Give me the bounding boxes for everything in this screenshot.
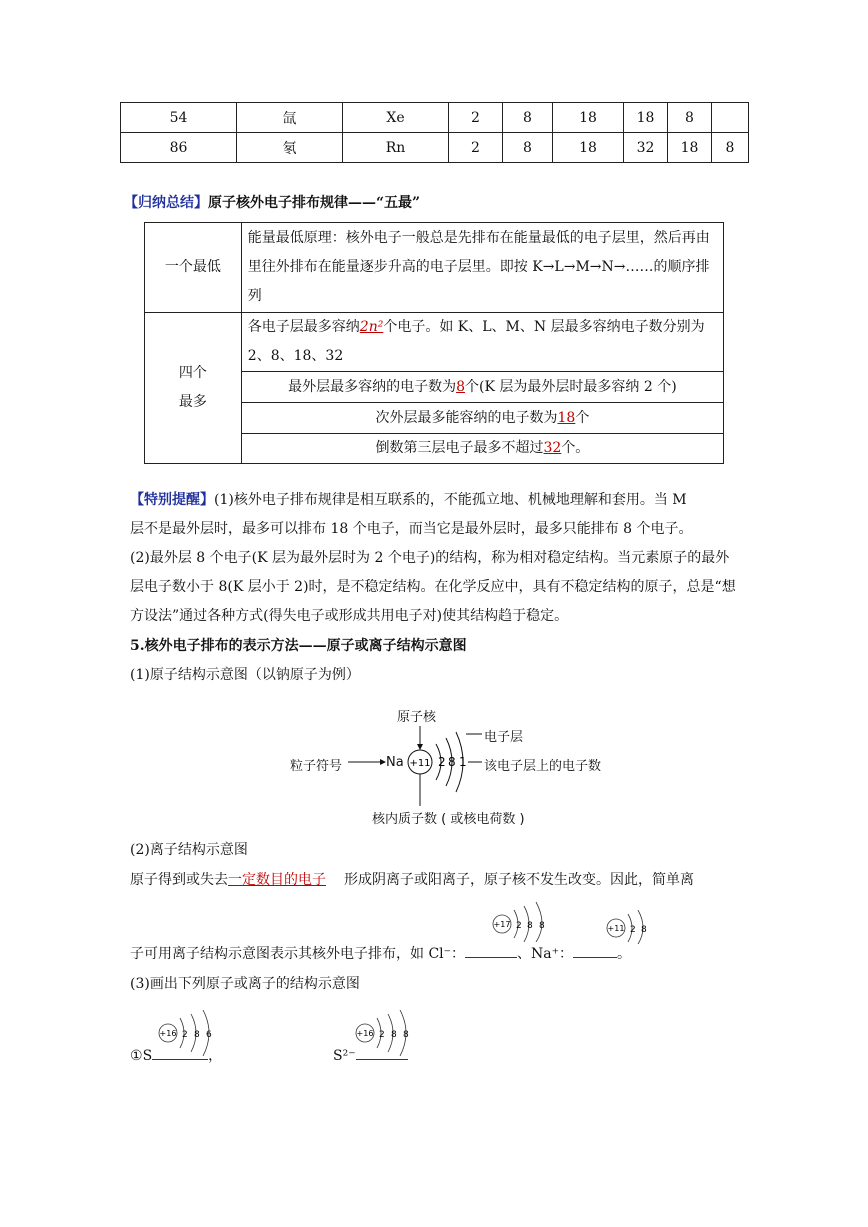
reminder-line: 方设法”通过各种方式(得失电子或形成共用电子对)使其结构趋于稳定。	[130, 608, 569, 624]
shell-electrons: 2	[630, 925, 636, 935]
ion-example-line: 子可用离子结构示意图表示其核外电子排布，如 Cl⁻： 、Na⁺： 。	[130, 946, 632, 962]
answer-blank	[356, 1059, 408, 1060]
table-row	[145, 223, 724, 313]
shell-count	[712, 103, 749, 133]
shell-count: 18	[624, 103, 668, 133]
atomic-number: 54	[121, 103, 237, 133]
reminder-line: 层电子数小于 8(K 层小于 2)时，是不稳定结构。在化学反应中，具有不稳定结构的原子，总是“想	[130, 579, 736, 595]
shell-count: 8	[668, 103, 712, 133]
shell-electrons: 8	[539, 921, 545, 931]
nucleus-charge: +17	[493, 920, 511, 929]
shell-count: 18	[553, 103, 624, 133]
shell-electrons: 2	[438, 755, 446, 769]
shell-count: 18	[668, 133, 712, 163]
rule-text: 各电子层最多容纳2n²个电子。如 K、L、M、N 层最多容纳电子数分别为 2、8、18、32	[241, 313, 723, 372]
reminder-line: (2)最外层 8 个电子(K 层为最外层时为 2 个电子)的结构，称为相对稳定结构。当元素原子的最外	[130, 550, 730, 566]
sodium-ion-diagram	[604, 910, 650, 944]
summary-tag: 【归纳总结】	[124, 195, 208, 211]
atomic-number: 86	[121, 133, 237, 163]
question-number: ①	[130, 1048, 143, 1064]
shell-electrons: 8	[641, 925, 647, 935]
table-row	[145, 313, 724, 372]
reminder-line: (1)核外电子排布规律是相互联系的，不能孤立地、机械地理解和套用。当 M	[214, 492, 687, 508]
reminder-line: 层不是最外层时，最多可以排布 18 个电子，而当它是最外层时，最多只能排布 8 个电子。	[130, 521, 693, 537]
element-name: 氙	[237, 103, 343, 133]
answer-blank	[573, 957, 617, 958]
nucleus-charge: +16	[356, 1029, 374, 1038]
shell-count: 2	[449, 103, 503, 133]
answer-blank: 18	[557, 409, 576, 426]
sodium-atom-diagram	[340, 720, 490, 810]
shell-electrons: 2	[379, 1030, 385, 1040]
summary-title: 原子核外电子排布规律——“五最”	[208, 195, 421, 211]
shell-count: 8	[503, 133, 553, 163]
rule-label: 一个最低	[145, 223, 242, 313]
answer-blank: 32	[543, 440, 562, 456]
element-shell-table	[120, 102, 749, 163]
shell-electrons: 8	[527, 921, 533, 931]
shell-electrons: 2	[516, 921, 522, 931]
proton-label: 核内质子数 ( 或核电荷数 )	[372, 812, 525, 827]
nucleus-charge: +11	[607, 924, 625, 933]
shell-label: 电子层	[484, 730, 524, 745]
rule-label-line: 最多	[178, 394, 207, 410]
question-s-atom: ①S ，	[130, 1048, 223, 1064]
shell-count: 8	[503, 103, 553, 133]
nucleus-label: 原子核	[397, 710, 437, 725]
electron-count-label: 该电子层上的电子数	[484, 759, 602, 774]
summary-heading	[124, 189, 420, 218]
element-symbol: Na	[386, 755, 404, 770]
rules-table	[144, 222, 724, 464]
question-s-ion: S²⁻	[333, 1042, 408, 1071]
shell-count: 32	[624, 133, 668, 163]
nucleus-charge: +11	[409, 758, 431, 769]
arrow-head	[417, 744, 423, 750]
rule-text: 倒数第三层电子最多不超过32个。	[241, 434, 723, 464]
shell-count: 18	[553, 133, 624, 163]
element-symbol: Rn	[343, 133, 449, 163]
reminder-block	[130, 486, 750, 631]
shell-count: 2	[449, 133, 503, 163]
section-heading: 5.核外电子排布的表示方法——原子或离子结构示意图	[130, 638, 467, 654]
table-row	[121, 103, 749, 133]
shell-electrons: 8	[448, 755, 456, 769]
shell-electrons: 2	[182, 1030, 188, 1040]
rule-label	[145, 313, 242, 464]
shell-electrons: 6	[206, 1030, 212, 1040]
subsection-2: (2)离子结构示意图	[130, 842, 248, 858]
subsection-1: (1)原子结构示意图（以钠原子为例）	[130, 667, 360, 683]
answer-blank: 一定数目的电子	[228, 872, 326, 888]
shell-electrons: 1	[459, 755, 467, 769]
rule-label-line: 四个	[178, 365, 207, 381]
element-name: 氡	[237, 133, 343, 163]
shell-electrons: 8	[194, 1030, 200, 1040]
rule-text: 最外层最多容纳的电子数为8个(K 层为最外层时最多容纳 2 个)	[241, 372, 723, 403]
rule-text: 能量最低原理：核外电子一般总是先排布在能量最低的电子层里，然后再由里往外排布在能量逐步升高的电子层里。即按 K→L→M→N→……的顺序排列	[241, 223, 723, 313]
shell-electrons: 8	[403, 1030, 409, 1040]
answer-blank: 8	[456, 378, 466, 395]
symbol-label: 粒子符号	[290, 759, 343, 774]
reminder-tag: 【特别提醒】	[130, 492, 214, 508]
element-symbol: Xe	[343, 103, 449, 133]
shell-count: 8	[712, 133, 749, 163]
ion-paragraph: 原子得到或失去一定数目的电子 形成阴离子或阳离子，原子核不发生改变。因此，简单离	[130, 872, 694, 888]
chloride-ion-diagram	[490, 900, 552, 942]
nucleus-charge: +16	[159, 1029, 177, 1038]
answer-blank	[465, 957, 517, 958]
table-row	[121, 133, 749, 163]
shell-electrons: 8	[391, 1030, 397, 1040]
subsection-3: (3)画出下列原子或离子的结构示意图	[130, 976, 360, 992]
answer-blank: 2n²	[359, 319, 384, 335]
answer-blank	[152, 1059, 208, 1060]
rule-text: 次外层最多能容纳的电子数为18个	[241, 403, 723, 434]
arrow-head	[380, 759, 386, 765]
